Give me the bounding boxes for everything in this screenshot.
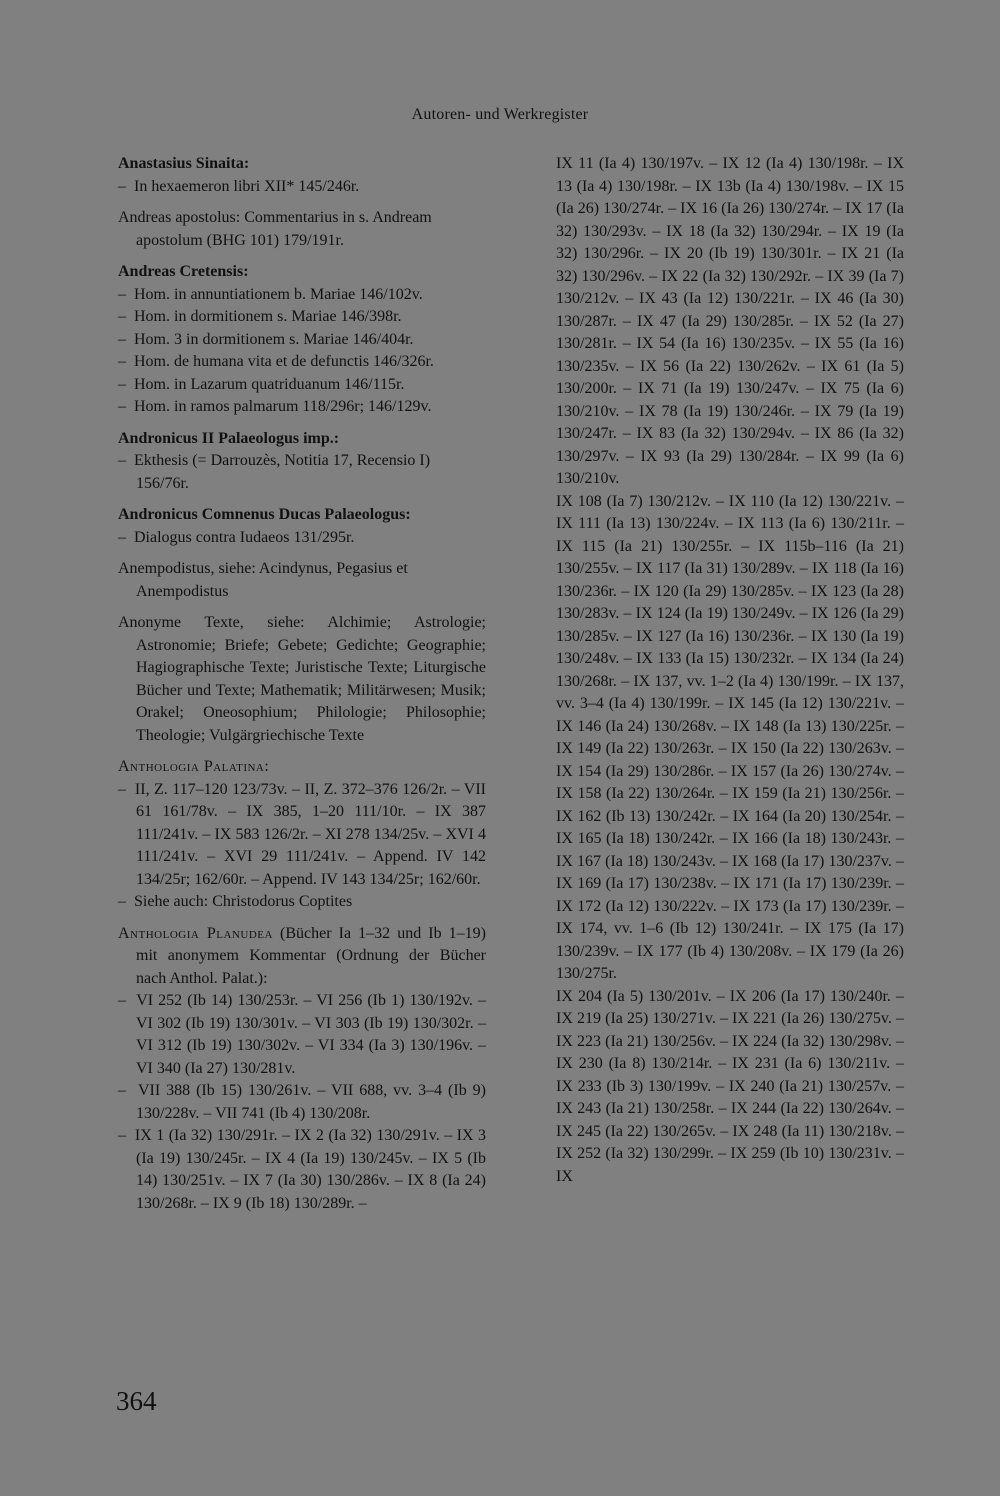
entry-heading: Andronicus II Palaeologus imp.: [118, 429, 340, 447]
left-column [118, 153, 486, 1224]
index-entry-anastasius [118, 153, 486, 198]
entry-subitem: – Hom. in ramos palmarum 118/296r; 146/129v. [118, 396, 486, 419]
entry-subitem: – Hom. in Lazarum quatriduanum 146/115r. [118, 374, 486, 397]
right-column [556, 153, 904, 1188]
entry-text: Anonyme Texte, siehe: Alchimie; Astrologie; Astronomie; Briefe; Gebete; Gedichte; Geographie; Hagiographische Texte; Juristische Texte; Liturgische Bücher und Texte; Mathematik; Militärwesen; Musik; Orakel; Oneosophium; Philologie; Philosophie; Theologie; Vulgärgriechische Texte [118, 614, 486, 744]
entry-subitem: – Ekthesis (= Darrouzès, Notitia 17, Recensio I) 156/76r. [118, 450, 486, 495]
running-header: Autoren- und Werkregister [411, 106, 589, 123]
index-entry-andronicus-ii [118, 428, 486, 496]
entry-heading: Anthologia Palatina: [118, 758, 270, 775]
continuation-paragraph: IX 11 (Ia 4) 130/197v. – IX 12 (Ia 4) 130/198r. – IX 13 (Ia 4) 130/198r. – IX 13b (Ia 4) 130/198v. – IX 15 (Ia 26) 130/274r. – IX 16 (Ia 26) 130/274r. – IX 17 (Ia 32) 130/293v. – IX 18 (Ia 32) 130/294r. – IX 19 (Ia 32) 130/296r. – IX 20 (Ib 19) 130/301r. – IX 21 (Ia 32) 130/296v. – IX 22 (Ia 32) 130/292r. – IX 39 (Ia 7) 130/212v. – IX 43 (Ia 12) 130/221r. – IX 46 (Ia 30) 130/287r. – IX 47 (Ia 29) 130/285r. – IX 52 (Ia 27) 130/281r. – IX 54 (Ia 16) 130/235v. – IX 55 (Ia 16) 130/235v. – IX 56 (Ia 22) 130/262v. – IX 61 (Ia 5) 130/200r. – IX 71 (Ia 19) 130/247v. – IX 75 (Ia 6) 130/210v. – IX 78 (Ia 19) 130/246r. – IX 79 (Ia 19) 130/247r. – IX 83 (Ia 32) 130/294v. – IX 86 (Ia 32) 130/297v. – IX 93 (Ia 29) 130/284r. – IX 99 (Ia 6) 130/210v. [556, 155, 904, 487]
entry-subitem: – VII 388 (Ib 15) 130/261v. – VII 688, vv. 3–4 (Ib 9) 130/228v. – VII 741 (Ib 4) 130/208r. [118, 1080, 486, 1125]
index-entry-andreas-apostolus [118, 207, 486, 252]
index-entry-anonyme-texte [118, 612, 486, 747]
entry-subitem: – II, Z. 117–120 123/73v. – II, Z. 372–376 126/2r. – VII 61 161/78v. – IX 385, 1–20 111/10r. – IX 387 111/241v. – IX 583 126/2r. – XI 278 134/25v. – XVI 4 111/241v. – XVI 29 111/241v. – Append. IV 142 134/25r; 162/60r. – Append. IV 143 134/25r; 162/60r. [118, 779, 486, 892]
entry-subitem: – Dialogus contra Iudaeos 131/295r. [118, 527, 486, 550]
index-entry-andreas-cretensis [118, 261, 486, 419]
entry-subitem: – Hom. in dormitionem s. Mariae 146/398r. [118, 306, 486, 329]
entry-text: Andreas apostolus: Commentarius in s. Andream apostolum (BHG 101) 179/191r. [118, 209, 432, 249]
entry-heading: Andreas Cretensis: [118, 263, 249, 280]
continuation-paragraph: IX 204 (Ia 5) 130/201v. – IX 206 (Ia 17) 130/240r. – IX 219 (Ia 25) 130/271v. – IX 221 (Ia 26) 130/275v. – IX 223 (Ia 21) 130/256v. – IX 224 (Ia 32) 130/298v. – IX 230 (Ia 8) 130/214r. – IX 231 (Ia 6) 130/211v. – IX 233 (Ib 3) 130/199v. – IX 240 (Ia 21) 130/257v. – IX 243 (Ia 21) 130/258r. – IX 244 (Ia 22) 130/264v. – IX 245 (Ia 22) 130/265v. – IX 248 (Ia 11) 130/218v. – IX 252 (Ia 32) 130/299r. – IX 259 (Ib 10) 130/231v. – IX [556, 987, 904, 1185]
entry-heading: Anastasius Sinaita: [118, 155, 250, 172]
entry-text: Anempodistus, siehe: Acindynus, Pegasius et Anempodistus [118, 560, 408, 600]
entry-subitem: – VI 252 (Ib 14) 130/253r. – VI 256 (Ib 1) 130/192v. – VI 302 (Ib 19) 130/301v. – VI 303 (Ib 19) 130/302r. – VI 312 (Ib 19) 130/302v. – VI 334 (Ia 3) 130/196v. – VI 340 (Ia 27) 130/281v. [118, 990, 486, 1080]
entry-subitem: – Hom. in annuntiationem b. Mariae 146/102v. [118, 284, 486, 307]
continuation-paragraph: IX 108 (Ia 7) 130/212v. – IX 110 (Ia 12) 130/221v. – IX 111 (Ia 13) 130/224v. – IX 113 (Ia 6) 130/211r. – IX 115 (Ia 21) 130/255r. – IX 115b–116 (Ia 21) 130/255v. – IX 117 (Ia 31) 130/289v. – IX 118 (Ia 16) 130/236r. – IX 120 (Ia 29) 130/285v. – IX 123 (Ia 28) 130/283v. – IX 124 (Ia 19) 130/249v. – IX 126 (Ia 29) 130/285v. – IX 127 (Ia 16) 130/236r. – IX 130 (Ia 19) 130/248v. – IX 133 (Ia 15) 130/232r. – IX 134 (Ia 24) 130/268r. – IX 137, vv. 1–2 (Ia 4) 130/199r. – IX 137, vv. 3–4 (Ia 4) 130/199r. – IX 145 (Ia 12) 130/221v. – IX 146 (Ia 24) 130/268v. – IX 148 (Ia 13) 130/225r. – IX 149 (Ia 22) 130/263r. – IX 150 (Ia 22) 130/263v. – IX 154 (Ia 29) 130/286r. – IX 157 (Ia 26) 130/274v. – IX 158 (Ia 22) 130/264r. – IX 159 (Ia 21) 130/256r. – IX 162 (Ib 13) 130/242r. – IX 164 (Ia 20) 130/254r. – IX 165 (Ia 18) 130/242r. – IX 166 (Ia 18) 130/243r. – IX 167 (Ia 18) 130/243v. – IX 168 (Ia 17) 130/237v. – IX 169 (Ia 17) 130/238v. – IX 171 (Ia 17) 130/239r. – IX 172 (Ia 12) 130/222v. – IX 173 (Ia 17) 130/239r. – IX 174, vv. 1–6 (Ib 12) 130/241r. – IX 175 (Ia 17) 130/239v. – IX 177 (Ib 4) 130/208v. – IX 179 (Ia 26) 130/275r. [556, 492, 904, 982]
index-entry-anempodistus [118, 558, 486, 603]
page-number: 364 [116, 1386, 157, 1416]
index-entry-anthologia-planudea [118, 923, 486, 1216]
entry-subitem: – Hom. de humana vita et de defunctis 146/326r. [118, 351, 486, 374]
entry-heading: Anthologia Planudea [118, 924, 273, 942]
entry-heading: Andronicus Comnenus Ducas Palaeologus: [118, 506, 411, 523]
entry-subitem: – IX 1 (Ia 32) 130/291r. – IX 2 (Ia 32) 130/291v. – IX 3 (Ia 19) 130/245r. – IX 4 (Ia 19) 130/245v. – IX 5 (Ib 14) 130/251v. – IX 7 (Ia 30) 130/286v. – IX 8 (Ia 24) 130/268r. – IX 9 (Ib 18) 130/289r. – [118, 1125, 486, 1215]
entry-heading-note: (Bücher Ia 1–32 und Ib 1–19) mit anonymem Kommentar (Ordnung der Bücher nach Anthol. Palat.): [136, 924, 486, 987]
index-entry-anthologia-palatina [118, 756, 486, 914]
entry-subitem: – Siehe auch: Christodorus Coptites [118, 891, 486, 914]
index-entry-andronicus-comnenus [118, 504, 486, 549]
entry-subitem: – Hom. 3 in dormitionem s. Mariae 146/404r. [118, 329, 486, 352]
entry-subitem: – In hexaemeron libri XII* 145/246r. [118, 176, 486, 199]
